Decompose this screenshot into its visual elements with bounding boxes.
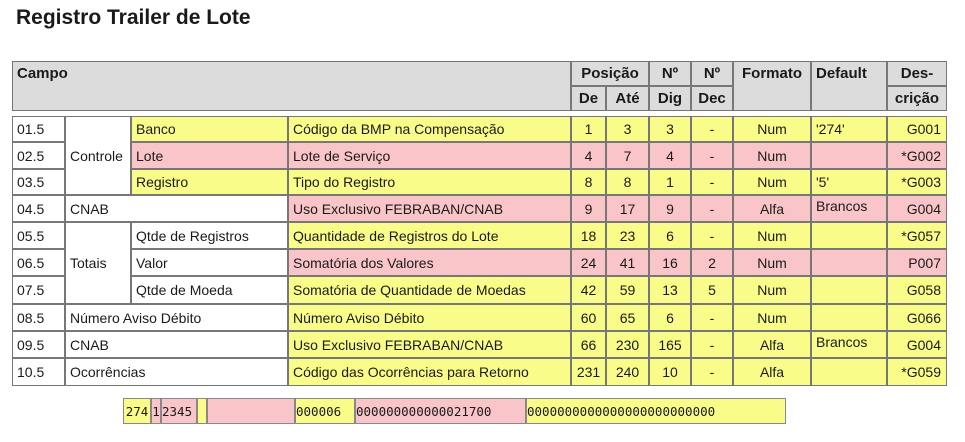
example-segment-qtde-registros: 000006 xyxy=(295,398,355,424)
num-dig: 4 xyxy=(649,142,691,169)
num-dec: 2 xyxy=(691,249,733,276)
formato: Num xyxy=(733,116,811,142)
num-dec: - xyxy=(691,195,733,222)
header-campo: Campo xyxy=(12,61,571,111)
header-posicao: Posição xyxy=(571,61,649,86)
descricao-code: G004 xyxy=(887,195,947,222)
pos-ate: 8 xyxy=(606,169,649,195)
formato: Num xyxy=(733,142,811,169)
descricao-code: *G057 xyxy=(887,222,947,249)
descricao-code: *G002 xyxy=(887,142,947,169)
header-de: De xyxy=(571,86,606,111)
header-descricao-top: Des- xyxy=(887,61,947,86)
row-id: 03.5 xyxy=(12,169,65,195)
num-dec: - xyxy=(691,116,733,142)
num-dig: 6 xyxy=(649,304,691,331)
num-dec: - xyxy=(691,169,733,195)
subfield-label: Banco xyxy=(131,116,288,142)
field-description: Somatória de Quantidade de Moedas xyxy=(288,276,571,304)
header-num-dig: Nº xyxy=(649,61,691,86)
num-dig: 13 xyxy=(649,276,691,304)
descricao-code: G058 xyxy=(887,276,947,304)
num-dec: - xyxy=(691,142,733,169)
header-dec: Dec xyxy=(691,86,733,111)
example-segment-banco: 274 xyxy=(123,398,151,424)
formato: Alfa xyxy=(733,331,811,358)
descricao-code: G004 xyxy=(887,331,947,358)
descricao-code: P007 xyxy=(887,249,947,276)
num-dec: - xyxy=(691,222,733,249)
subfield-label: Qtde de Registros xyxy=(131,222,288,249)
header-ate: Até xyxy=(606,86,649,111)
row-id: 05.5 xyxy=(12,222,65,249)
field-description: Quantidade de Registros do Lote xyxy=(288,222,571,249)
pos-de: 1 xyxy=(571,116,606,142)
default-value: '274' xyxy=(811,116,887,142)
default-value: Brancos xyxy=(811,331,887,358)
header-dig: Dig xyxy=(649,86,691,111)
num-dec: - xyxy=(691,358,733,386)
formato: Num xyxy=(733,169,811,195)
pos-de: 231 xyxy=(571,358,606,386)
pos-ate: 3 xyxy=(606,116,649,142)
subfield-label: Qtde de Moeda xyxy=(131,276,288,304)
pos-de: 24 xyxy=(571,249,606,276)
field-name: CNAB xyxy=(65,195,288,222)
pos-ate: 17 xyxy=(606,195,649,222)
pos-de: 60 xyxy=(571,304,606,331)
field-description: Uso Exclusivo FEBRABAN/CNAB xyxy=(288,331,571,358)
default-value: '5' xyxy=(811,169,887,195)
header-num-dec: Nº xyxy=(691,61,733,86)
row-id: 08.5 xyxy=(12,304,65,331)
header-default: Default xyxy=(811,61,887,111)
default-value xyxy=(811,358,887,386)
descricao-code: G001 xyxy=(887,116,947,142)
pos-de: 66 xyxy=(571,331,606,358)
field-description: Somatória dos Valores xyxy=(288,249,571,276)
num-dig: 165 xyxy=(649,331,691,358)
row-id: 06.5 xyxy=(12,249,65,276)
num-dec: - xyxy=(691,304,733,331)
formato: Num xyxy=(733,249,811,276)
example-segment-lote-start: 1 xyxy=(151,398,161,424)
num-dig: 10 xyxy=(649,358,691,386)
default-value xyxy=(811,304,887,331)
group-label-controle: Controle xyxy=(65,116,131,195)
pos-ate: 65 xyxy=(606,304,649,331)
header-descricao-bottom: crição xyxy=(887,86,947,111)
subfield-label: Lote xyxy=(131,142,288,169)
pos-de: 4 xyxy=(571,142,606,169)
default-value: Brancos xyxy=(811,195,887,222)
field-description: Uso Exclusivo FEBRABAN/CNAB xyxy=(288,195,571,222)
formato: Num xyxy=(733,276,811,304)
default-value xyxy=(811,276,887,304)
page-title: Registro Trailer de Lote xyxy=(16,6,251,29)
descricao-code: G066 xyxy=(887,304,947,331)
field-name: Ocorrências xyxy=(65,358,288,386)
example-segment-cnab xyxy=(207,398,295,424)
subfield-label: Registro xyxy=(131,169,288,195)
pos-ate: 23 xyxy=(606,222,649,249)
descricao-code: *G059 xyxy=(887,358,947,386)
group-label-totais: Totais xyxy=(65,222,131,304)
pos-ate: 240 xyxy=(606,358,649,386)
pos-ate: 41 xyxy=(606,249,649,276)
field-description: Lote de Serviço xyxy=(288,142,571,169)
descricao-code: *G003 xyxy=(887,169,947,195)
field-description: Número Aviso Débito xyxy=(288,304,571,331)
row-id: 10.5 xyxy=(12,358,65,386)
pos-ate: 59 xyxy=(606,276,649,304)
pos-ate: 7 xyxy=(606,142,649,169)
row-id: 09.5 xyxy=(12,331,65,358)
num-dig: 6 xyxy=(649,222,691,249)
num-dig: 9 xyxy=(649,195,691,222)
example-segment-registro xyxy=(197,398,207,424)
field-name: Número Aviso Débito xyxy=(65,304,288,331)
num-dec: 5 xyxy=(691,276,733,304)
default-value xyxy=(811,142,887,169)
row-id: 02.5 xyxy=(12,142,65,169)
pos-de: 18 xyxy=(571,222,606,249)
subfield-label: Valor xyxy=(131,249,288,276)
row-id: 07.5 xyxy=(12,276,65,304)
row-id: 01.5 xyxy=(12,116,65,142)
default-value xyxy=(811,222,887,249)
pos-de: 8 xyxy=(571,169,606,195)
num-dig: 1 xyxy=(649,169,691,195)
pos-de: 9 xyxy=(571,195,606,222)
formato: Num xyxy=(733,304,811,331)
num-dig: 3 xyxy=(649,116,691,142)
pos-de: 42 xyxy=(571,276,606,304)
field-description: Código da BMP na Compensação xyxy=(288,116,571,142)
field-name: CNAB xyxy=(65,331,288,358)
example-segment-lote: 2345 xyxy=(161,398,197,424)
header-formato: Formato xyxy=(733,61,811,111)
formato: Alfa xyxy=(733,358,811,386)
example-segment-restante: 0000000000000000000000000 xyxy=(526,398,786,424)
num-dec: - xyxy=(691,331,733,358)
formato: Num xyxy=(733,222,811,249)
example-segment-valor: 000000000000021700 xyxy=(355,398,526,424)
default-value xyxy=(811,249,887,276)
formato: Alfa xyxy=(733,195,811,222)
num-dig: 16 xyxy=(649,249,691,276)
field-description: Tipo do Registro xyxy=(288,169,571,195)
row-id: 04.5 xyxy=(12,195,65,222)
field-description: Código das Ocorrências para Retorno xyxy=(288,358,571,386)
pos-ate: 230 xyxy=(606,331,649,358)
